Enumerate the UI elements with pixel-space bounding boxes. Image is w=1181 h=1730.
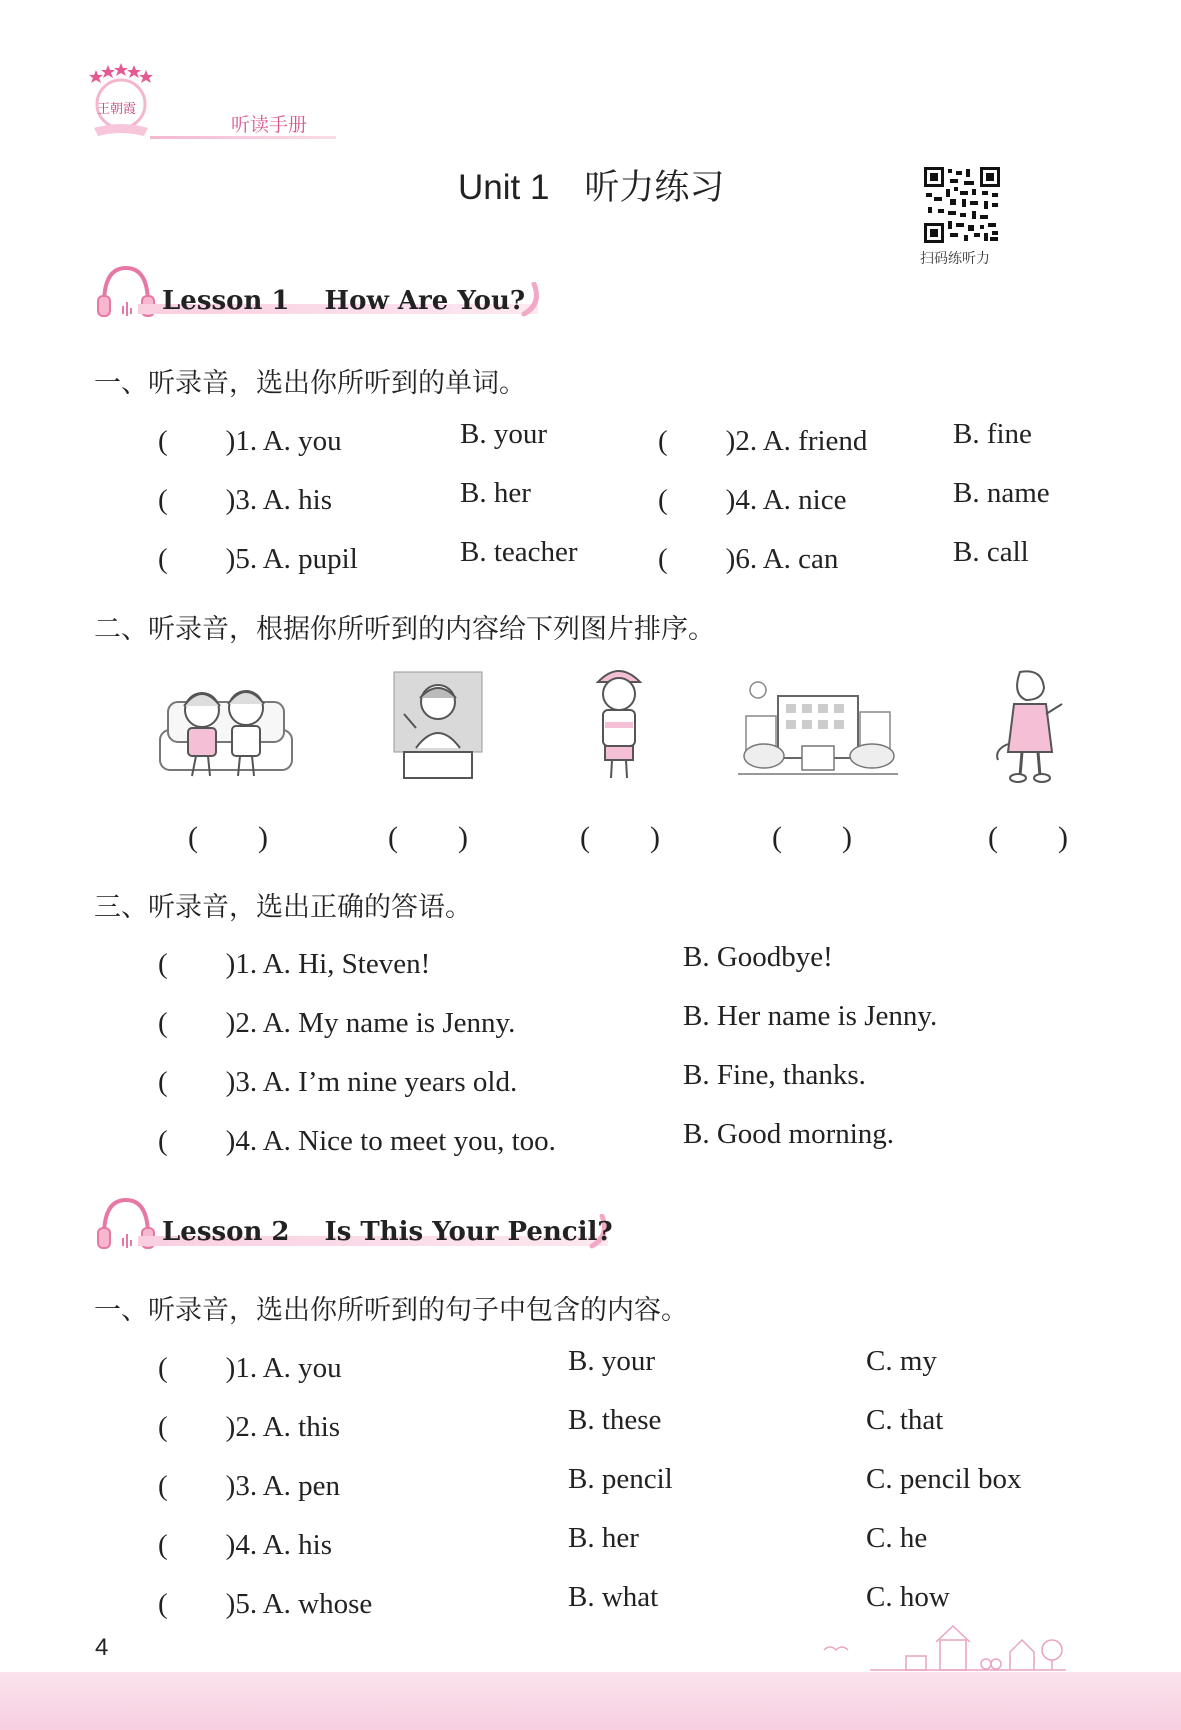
question-l2-4[interactable]: ( )4. A. his	[158, 1529, 333, 1561]
question-1-5[interactable]: ( )5. A. pupil	[158, 543, 358, 575]
lesson2-title: Lesson 2 Is This Your Pencil?	[162, 1217, 613, 1247]
school-building-icon	[738, 676, 898, 780]
boy-with-cap-icon	[584, 660, 654, 784]
qr-caption: 扫码练听力	[920, 251, 990, 267]
option-b-l2-1: B. your	[568, 1345, 655, 1377]
logo-text: 王朝霞	[97, 102, 137, 117]
picture-3-answer-blank[interactable]: ( )	[580, 821, 660, 854]
option-b-1-3: B. her	[460, 477, 531, 509]
question-3-3[interactable]: ( )3. A. I’m nine years old.	[158, 1066, 518, 1098]
option-b-3-1: B. Goodbye!	[683, 941, 833, 973]
picture-4-answer-blank[interactable]: ( )	[772, 821, 852, 854]
option-b-1-1: B. your	[460, 418, 547, 450]
option-b-3-4: B. Good morning.	[683, 1118, 895, 1150]
option-c-l2-2: C. that	[866, 1404, 944, 1436]
header-underline	[150, 136, 336, 139]
unit-title: Unit 1 听力练习	[458, 168, 725, 207]
option-b-l2-4: B. her	[568, 1522, 639, 1554]
option-b-1-4: B. name	[953, 477, 1050, 509]
option-c-l2-4: C. he	[866, 1522, 928, 1554]
question-3-2[interactable]: ( )2. A. My name is Jenny.	[158, 1007, 516, 1039]
qr-code[interactable]	[924, 167, 1000, 243]
option-c-l2-1: C. my	[866, 1345, 937, 1377]
option-b-1-5: B. teacher	[460, 536, 578, 568]
option-b-3-2: B. Her name is Jenny.	[683, 1000, 938, 1032]
lesson1-part3-heading: 三、听录音，选出正确的答语。	[94, 892, 472, 923]
question-1-4[interactable]: ( )4. A. nice	[658, 484, 847, 516]
question-l2-2[interactable]: ( )2. A. this	[158, 1411, 341, 1443]
question-l2-1[interactable]: ( )1. A. you	[158, 1352, 342, 1384]
picture-girls-sofa	[156, 672, 296, 782]
question-1-3[interactable]: ( )3. A. his	[158, 484, 333, 516]
option-b-1-2: B. fine	[953, 418, 1032, 450]
section-label: 听读手册	[231, 114, 308, 136]
lesson1-part1-heading: 一、听录音，选出你所听到的单词。	[94, 368, 526, 399]
lesson1-part2-heading: 二、听录音，根据你所听到的内容给下列图片排序。	[94, 614, 715, 645]
lesson1-title: Lesson 1 How Are You?	[162, 286, 526, 316]
option-c-l2-3: C. pencil box	[866, 1463, 1022, 1495]
question-3-1[interactable]: ( )1. A. Hi, Steven!	[158, 948, 431, 980]
picture-boy-cap	[584, 660, 654, 784]
page-footer-band	[0, 1672, 1181, 1730]
option-b-l2-3: B. pencil	[568, 1463, 673, 1495]
option-b-1-6: B. call	[953, 536, 1029, 568]
town-skyline-icon	[810, 1622, 1070, 1674]
qr-code-icon	[924, 167, 1000, 243]
question-1-2[interactable]: ( )2. A. friend	[658, 425, 868, 457]
picture-1-answer-blank[interactable]: ( )	[188, 821, 268, 854]
option-b-3-3: B. Fine, thanks.	[683, 1059, 866, 1091]
picture-5-answer-blank[interactable]: ( )	[988, 821, 1068, 854]
question-1-1[interactable]: ( )1. A. you	[158, 425, 342, 457]
question-3-4[interactable]: ( )4. A. Nice to meet you, too.	[158, 1125, 556, 1157]
lesson2-part1-heading: 一、听录音，选出你所听到的句子中包含的内容。	[94, 1295, 688, 1326]
two-girls-on-sofa-icon	[156, 672, 296, 782]
question-l2-5[interactable]: ( )5. A. whose	[158, 1588, 373, 1620]
dinosaur-in-dress-icon	[990, 664, 1070, 788]
picture-school	[738, 676, 898, 780]
option-b-l2-2: B. these	[568, 1404, 662, 1436]
option-b-l2-5: B. what	[568, 1581, 659, 1613]
picture-2-answer-blank[interactable]: ( )	[388, 821, 468, 854]
picture-dinosaur	[990, 664, 1070, 788]
option-c-l2-5: C. how	[866, 1581, 950, 1613]
question-l2-3[interactable]: ( )3. A. pen	[158, 1470, 341, 1502]
page-number: 4	[95, 1634, 109, 1661]
footer-town-illustration	[810, 1622, 1070, 1674]
picture-teacher	[390, 668, 486, 782]
teacher-at-board-icon	[390, 668, 486, 782]
question-1-6[interactable]: ( )6. A. can	[658, 543, 839, 575]
